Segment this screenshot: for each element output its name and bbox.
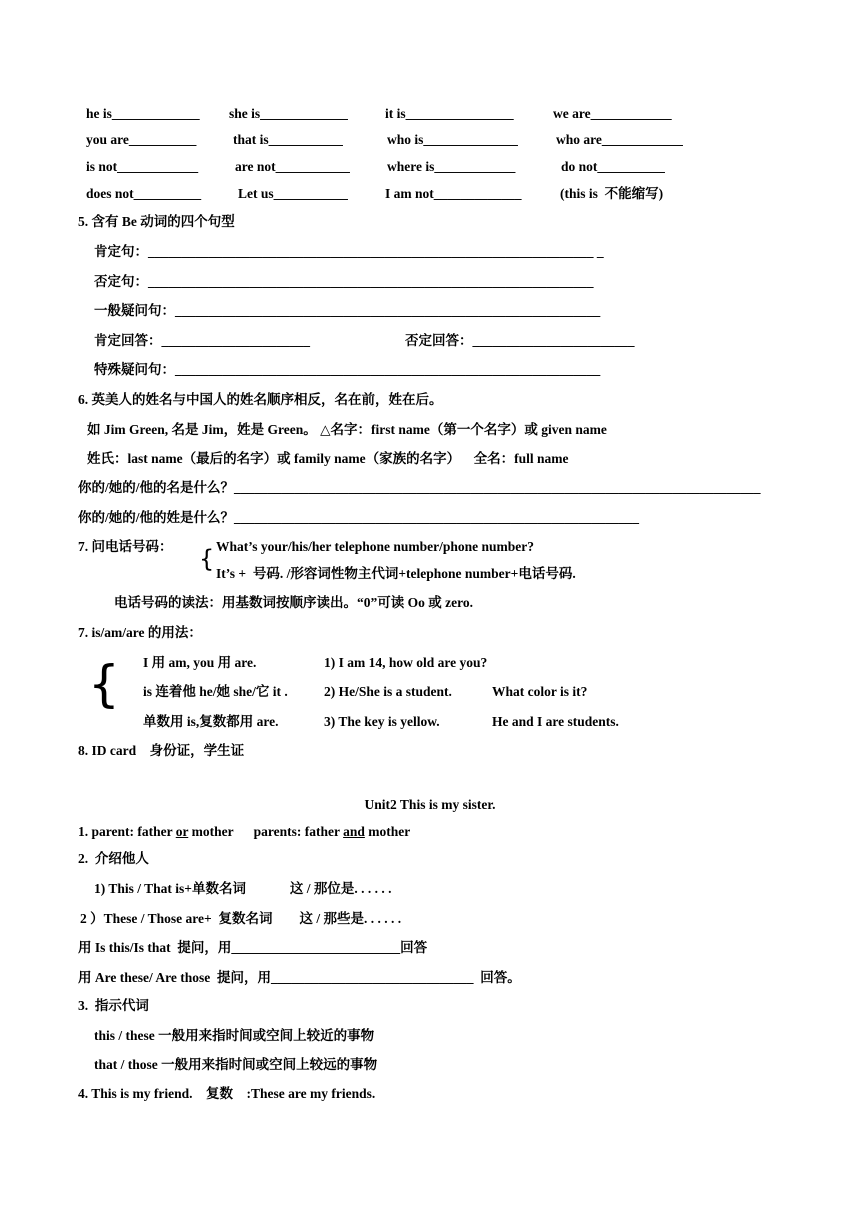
contraction-do-not: do not__________ xyxy=(561,159,665,174)
parent-text-c: mother xyxy=(364,824,411,839)
unit2-title: Unit2 This is my sister. xyxy=(364,797,496,812)
surname-line: 姓氏：last name（最后的名字）或 family name（家族的名字） 全名：full name xyxy=(87,451,569,466)
brace-icon: { xyxy=(88,655,120,713)
section5-heading: 5. 含有 Be 动词的四个句型 xyxy=(78,214,235,229)
name-example-line: 如 Jim Green, 名是 Jim，姓是 Green。 △名字：first name（第一个名字）或 given name xyxy=(87,422,607,437)
contraction-you-are: you are__________ xyxy=(86,132,197,147)
plural-example-line: 4. This is my friend. 复数 :These are my friends. xyxy=(78,1086,376,1101)
yes-answer-line: 肯定回答：______________________ xyxy=(94,333,310,348)
be-example-2b: What color is it? xyxy=(492,684,588,699)
contraction-i-am-not: I am not_____________ xyxy=(385,186,522,201)
phone-answer-line: It’s + 号码. /形容词性物主代词+telephone number+电话号码. xyxy=(216,566,576,581)
general-question-line: 一般疑问句：_______________________________________________________________ xyxy=(94,303,601,318)
contraction-we-are: we are____________ xyxy=(553,106,672,121)
section7-be-heading: 7. is/am/are 的用法： xyxy=(78,625,202,640)
contraction-is-not: is not____________ xyxy=(86,159,199,174)
be-example-1: 1) I am 14, how old are you? xyxy=(324,655,488,670)
section3-heading: 3. 指示代词 xyxy=(78,998,149,1013)
ask-singular-line: 用 Is this/Is that 提问，用_________________________回答 xyxy=(78,940,428,955)
demonstrative-far-line: that / those 一般用来指时间或空间上较远的事物 xyxy=(94,1057,378,1072)
contraction-who-is: who is______________ xyxy=(387,132,518,147)
parent-or: or xyxy=(175,824,189,839)
negative-line: 否定句：__________________________________________________________________ xyxy=(94,274,594,289)
be-example-2: 2) He/She is a student. xyxy=(324,684,452,699)
be-rule-1: I 用 am, you 用 are. xyxy=(143,655,257,670)
demonstrative-near-line: this / these 一般用来指时间或空间上较近的事物 xyxy=(94,1028,375,1043)
section7-phone-heading: 7. 问电话号码： xyxy=(78,539,173,554)
ask-plural-line: 用 Are these/ Are those 提问，用______________________________ 回答。 xyxy=(78,970,521,985)
parent-text-b: mother parents: father xyxy=(188,824,344,839)
parent-text-a: 1. parent: father xyxy=(78,824,176,839)
contraction-note: (this is 不能缩写) xyxy=(560,186,664,201)
contraction-are-not: are not___________ xyxy=(235,159,350,174)
contraction-it-is: it is________________ xyxy=(385,106,514,121)
intro-singular-line: 1) This / That is+单数名词 这 / 那位是. . . . . . xyxy=(94,881,392,896)
contraction-she-is: she is_____________ xyxy=(229,106,348,121)
section6-heading: 6. 英美人的姓名与中国人的姓名顺序相反，名在前，姓在后。 xyxy=(78,392,443,407)
section8-line: 8. ID card 身份证，学生证 xyxy=(78,743,245,758)
affirmative-line: 肯定句：__________________________________________________________________ _ xyxy=(94,244,604,259)
contraction-who-are: who are____________ xyxy=(556,132,683,147)
contraction-where-is: where is____________ xyxy=(387,159,516,174)
brace-icon: { xyxy=(199,545,215,573)
contraction-that-is: that is___________ xyxy=(233,132,343,147)
no-answer-line: 否定回答：________________________ xyxy=(405,333,635,348)
contraction-let-us: Let us___________ xyxy=(238,186,348,201)
phone-question-line: What’s your/his/her telephone number/phone number? xyxy=(216,539,535,554)
last-name-question: 你的/她的/他的姓是什么？____________________________________________________________ xyxy=(78,510,640,525)
phone-reading-note: 电话号码的读法：用基数词按顺序读出。“0”可读 Oo 或 zero. xyxy=(114,595,473,610)
special-question-line: 特殊疑问句：_______________________________________________________________ xyxy=(94,362,601,377)
section2-heading: 2. 介绍他人 xyxy=(78,851,149,866)
be-rule-3: 单数用 is,复数都用 are. xyxy=(143,714,279,729)
parent-line xyxy=(78,823,410,841)
be-example-3: 3) The key is yellow. xyxy=(324,714,440,729)
parent-and: and xyxy=(343,824,365,839)
contraction-he-is: he is_____________ xyxy=(86,106,200,121)
be-rule-2: is 连着他 he/她 she/它 it . xyxy=(143,684,288,699)
intro-plural-line: 2 ）These / Those are+ 复数名词 这 / 那些是. . . . . . xyxy=(80,911,402,926)
contraction-does-not: does not__________ xyxy=(86,186,202,201)
first-name-question: 你的/她的/他的名是什么？______________________________________________________________________________ xyxy=(78,480,761,495)
be-example-3b: He and I are students. xyxy=(492,714,619,729)
